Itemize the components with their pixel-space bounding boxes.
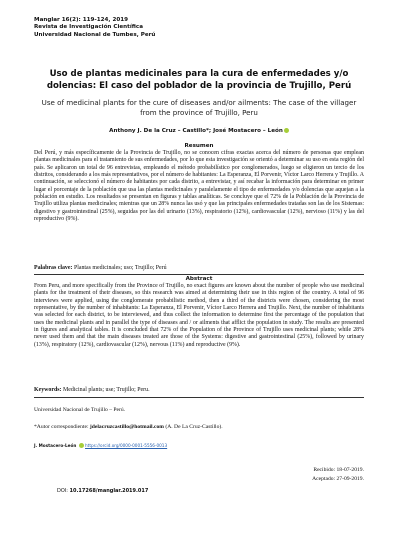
affiliation: Universidad Nacional de Trujillo – Perú. bbox=[34, 407, 126, 413]
doi bbox=[57, 488, 148, 494]
resumen-body: Del Perú, y más específicamente de la Provincia de Trujillo, no se conocen cifras exactas acerca del número de personas que emplean plantas medicinales para el tratamiento de sus enfermedades, por lo que esta investigación se orientó a determinar su uso en esta región del país. Se aplicaron un total de 96 entrevistas, empleando el método probabilístico por conglomerados, luego se eligieron un tercio de los distritos, considerando a los más representativos, por el número de habitantes: La Esperanza, El Porvenir, Víctor Larco Herrera y Trujillo. A continuación, se seleccionó el número de habitantes por cada distrito, a entrevistar, y así recabar la información para determinar en primer lugar el porcentaje de la población que usa las plantas medicinales y paralelamente el tipo de enfermedades y/o dolencias que aquejan a la población en estudio. Los resultados se presentan en figuras y tablas analíticas. Se concluye que el 72% de la Población de la Provincia de Trujillo utiliza plantas medicinales; mientras que un 28% nunca las usó y que las principales enfermedades tratadas son las de los Sistemas: digestivo y gastrointestinal (25%), seguidas por las del urinario (13%), respiratorio (12%), cardiovascular (12%), nervioso (11%) y las del reproductivo (9%). bbox=[34, 150, 364, 222]
article-title-en: Use of medicinal plants for the cure of diseases and/or ailments: The case of the villager from the province of Trujillo, Peru bbox=[41, 98, 357, 117]
accepted-date: Aceptado: 27-09-2019. bbox=[312, 475, 364, 482]
orcid-link[interactable]: https://orcid.org/0000-0001-5556-0013 bbox=[85, 443, 168, 448]
doi-label: DOI: bbox=[57, 488, 70, 494]
orcid-name: J. Mostacero-León bbox=[34, 443, 77, 448]
abstract-keywords: Keywords: Medicinal plants; use; Trujillo; Peru. bbox=[34, 387, 150, 393]
journal-university: Universidad Nacional de Tumbes, Perú bbox=[34, 31, 156, 38]
keywords-en: Medicinal plants; use; Trujillo; Peru. bbox=[62, 387, 150, 393]
orcid-line bbox=[34, 443, 167, 448]
corr-suffix: (A. De La Cruz-Castillo). bbox=[163, 424, 223, 430]
journal-header bbox=[34, 17, 155, 39]
orcid-icon[interactable] bbox=[79, 443, 84, 448]
journal-issue: Manglar 16(2): 119-124, 2019 bbox=[34, 17, 129, 23]
corresponding-author bbox=[34, 424, 223, 430]
resumen-heading: Resumen bbox=[184, 143, 214, 149]
doi-value[interactable]: 10.17268/manglar.2019.017 bbox=[69, 488, 149, 494]
divider bbox=[34, 397, 364, 398]
author-list bbox=[34, 127, 364, 135]
divider bbox=[34, 274, 364, 275]
abstract-heading: Abstract bbox=[185, 276, 213, 282]
journal-name: Revista de Investigación Científica bbox=[34, 24, 143, 31]
corr-prefix: *Autor correspondiente: bbox=[34, 424, 90, 430]
abstract-body: From Peru, and more specifically from the Province of Trujillo, no exact figures are known about the number of people who use medicinal plants for the treatment of their diseases, so this research was aimed at determining their use in this region of the country. A total of 96 interviews were applied, using the conglomerate probabilistic method, then a third of the districts were chosen, considering the most representative, by the number of inhabitants: La Esperanza, El Porvenir, Víctor Larco Herrera and Trujillo. Next, the number of inhabitants was selected for each district, to be interviewed, and thus collect the information to determine first the percentage of the population that uses the medicinal plants and in parallel the type of diseases and / or ailments that afflict the population in study. The results are presented in figures and analytical tables. It is concluded that 72% of the Population of the Province of Trujillo uses medicinal plants; while 28% never used them and that the main diseases treated are those of the Systems: digestive and gastrointestinal (25%), followed by urinary (13%), respiratory (12%), cardiovascular (12%), nervous (11%) and reproductive (9%). bbox=[34, 283, 364, 348]
article-dates bbox=[312, 466, 364, 484]
authors-text: Anthony J. De la Cruz – Castillo*; José Mostacero – León bbox=[109, 128, 283, 134]
keywords-label-es: Palabras clave bbox=[34, 265, 71, 271]
resumen-keywords: Palabras clave: Plantas medicinales; uso; Trujillo; Perú bbox=[34, 265, 167, 271]
keywords-label-en: Keywords bbox=[34, 387, 60, 393]
corr-email-link[interactable]: jdelacruzcastillo@hotmail.com bbox=[89, 424, 164, 430]
orcid-icon[interactable] bbox=[284, 128, 289, 133]
keywords-es: Plantas medicinales; uso; Trujillo; Perú bbox=[73, 265, 167, 271]
received-date: Recibido: 18-07-2019. bbox=[313, 467, 364, 473]
article-title-es: Uso de plantas medicinales para la cura de enfermedades y/o dolencias: El caso del poblador de la provincia de Trujillo, Perú bbox=[46, 69, 352, 91]
